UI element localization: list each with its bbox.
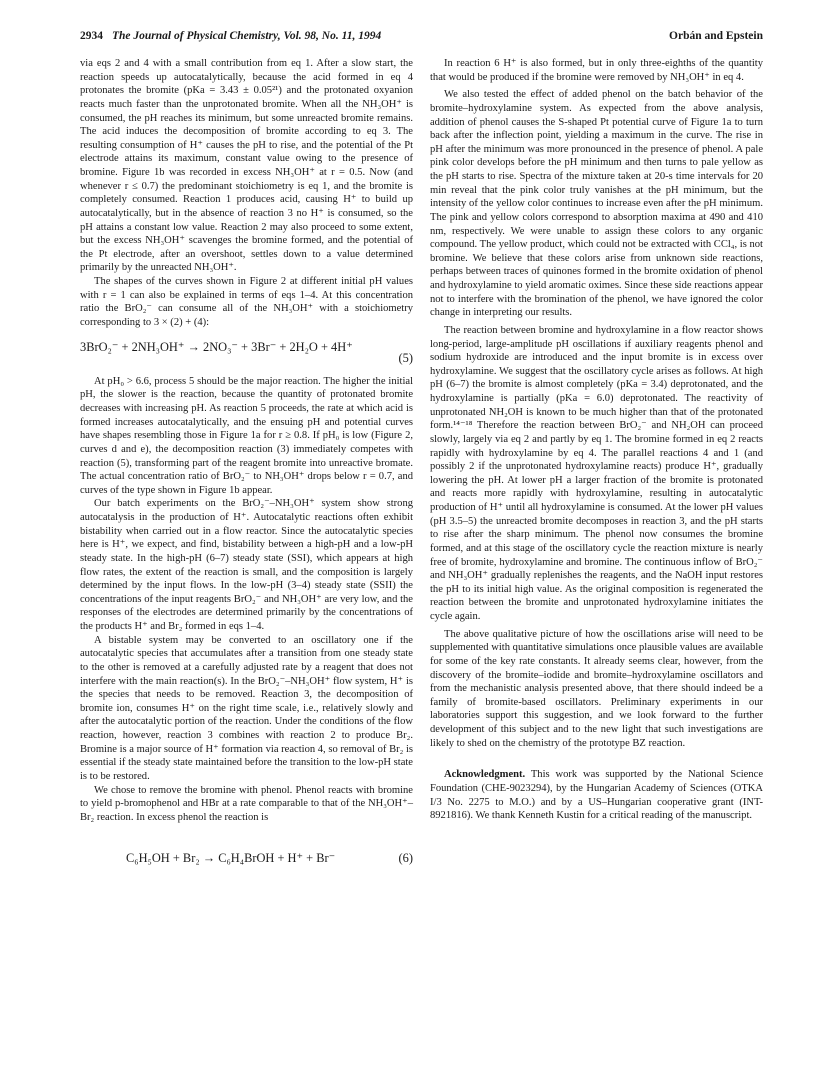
equation-text: 3BrO₂⁻ + 2NH₃OH⁺ → 2NO₃⁻ + 3Br⁻ + 2H₂O + 4H⁺ — [80, 339, 353, 354]
paragraph: At pH₀ > 6.6, process 5 should be the major reaction. The higher the initial pH, the slower is the reaction, because the quantity of protonated bromite decreases with increasing pH. As reaction 5 proceeds, the rate at which acid is formed increases autocatalytically, and the ensuing pH and potential curves have shapes resembling those in Figure 1a for r ≥ 0.8. If pH₀ is low (Figure 2, curves d and e), the decomposition reaction (3) immediately competes with reaction (5), transforming part of the reagent bromite into unreactive bromate. The actual concentration ratio of BrO₂⁻ to NH₃OH⁺ drops below r = 0.7, and curves of the type shown in Figure 1b appear. — [80, 375, 413, 496]
paragraph: The reaction between bromine and hydroxylamine in a flow reactor shows long-period, large-amplitude pH oscillations if auxiliary reagents phenol and sodium hydroxide are introduced and the input bromite is in excess over hydroxylamine. We suggest that the oscillatory cycle arises as follows. At high pH (6–7) the bromite is almost completely (pKa = 3.4) deprotonated, and the hydroxylamine is partially (pKa = 6.0) deprotonated. The reactivity of unprotonated NH₂OH is known to be much higher than that of the protonated form.¹⁴⁻¹⁸ Therefore the reaction between BrO₂⁻ and NH₂OH can proceed slowly, largely via eq 2 and partly by eq 1. The bromine formed in eq 2 reacts rapidly with hydroxylamine by eq 4. The parallel reactions 4 and 1 (and possibly 2 if the unprotonated hydroxylamine reacts) produce H⁺, gradually lowering the pH. At lower pH a larger fraction of the bromite is protonated and reacts more rapidly with hydroxylamine, resulting in autocatalytic production of H⁺ until all hydroxylamine is consumed. At the lower pH values (pH 3.5–5) the unreacted bromite decomposes in reaction 3, and the pH starts to rise after the sharp minimum. The phenol now consumes the bromine formed, and at this stage of the oscillatory cycle the reaction mixture is nearly free of bromite, hydroxylamine and bromine. The continuous inflow of BrO₂⁻ and NH₃OH⁺ gradually replenishes the reagents, and the NaOH input restores the pH to its initial high value. As the original composition is regenerated the reaction between the bromite and unprotonated hydroxylamine initiates the cycle again. — [430, 324, 763, 622]
page-number: 2934 — [80, 30, 103, 42]
left-column — [80, 57, 413, 876]
equation-5 — [80, 341, 413, 366]
paragraph: We chose to remove the bromine with phenol. Phenol reacts with bromine to yield p-bromophenol and HBr at a rate comparable to that of the NH₃OH⁺–Br₂ reaction. In excess phenol the reaction is — [80, 784, 413, 823]
right-column — [430, 57, 763, 823]
equation-6 — [80, 852, 413, 866]
equation-text: C₆H₅OH + Br₂ → C₆H₄BrOH + H⁺ + Br⁻ — [126, 851, 336, 866]
paragraph: The above qualitative picture of how the oscillations arise will need to be supplemented with quantitative simulations once plausible values are available for some of the key rate constants. It already seems clear, however, from the discovery of the bromite–iodide and bromite–hydroxylamine oscillators and from the mechanistic analysis presented above, that there should indeed be a family of bromite-based oscillators. Preliminary experiments in our laboratories support this suggestion, and we look forward to the further development of this subject and to the new light that such investigations are likely to shed on the chemistry of the prototype BZ reaction. — [430, 628, 763, 749]
paragraph: Our batch experiments on the BrO₂⁻–NH₃OH⁺ system show strong autocatalysis in the production of H⁺. Autocatalytic reactions often exhibit bistability when carried out in a flow reactor. Since the autocatalytic species here is H⁺, we expect, and find, bistability between a high-pH and a low-pH steady state. In the high-pH (6–7) steady state (SSI), which appears at high flow rates, the extent of the reaction is small, and the composition is largely determined by the input flows. In the low-pH (3–4) steady state (SSII) the concentrations of the input reagents BrO₂⁻ and NH₃OH⁺ are very low, and the responses of the electrodes are determined primarily by the concentrations of the products H⁺ and Br₂ formed in eqs 1–4. — [80, 498, 413, 632]
journal-citation: The Journal of Physical Chemistry, Vol. 98, No. 11, 1994 — [112, 30, 382, 42]
running-authors: Orbán and Epstein — [669, 30, 763, 42]
acknowledgment-text: This work was supported by the National Science Foundation (CHE-9023294), by the Hungarian Academy of Sciences (OTKA I/3 No. 2275 to M.O.) and by a US–Hungarian cooperative grant (INT-8921816). We thank Kenneth Kustin for a critical reading of the manuscript. — [430, 769, 763, 822]
paragraph: A bistable system may be converted to an oscillatory one if the autocatalytic species that accumulates after a transition from one steady state to the other is removed at a carefully adjusted rate by a reagent that does not interfere with the main reaction(s). In the BrO₂⁻–NH₃OH⁺ flow system, H⁺ is the species that needs to be removed. Reaction 3, the decomposition of bromite ion, consumes H⁺ on the right time scale, i.e., relatively slowly and after the autocatalytic portion of the reaction. Under the conditions of the flow reaction, however, reaction 3 combines with reaction 2 to produce Br₂. Bromine is a major source of H⁺ formation via reaction 4, so removal of Br₂ is essential if the steady state maintained before the transition to the low-pH state is to be restored. — [80, 634, 413, 782]
paragraph: In reaction 6 H⁺ is also formed, but in only three-eighths of the quantity that would be produced if the bromine were removed by NH₃OH⁺ in eq 4. — [430, 58, 763, 83]
paragraph: via eqs 2 and 4 with a small contribution from eq 1. After a slow start, the reaction speeds up autocatalytically, because the acid formed in eq 4 protonates the bromite (pKa = 3.43 ± 0.05²¹) and the protonated oxyanion reacts much faster than the unprotonated bromite. When all the NH₃OH⁺ is consumed, the pH reaches its minimum, but some unreacted bromite remains. The acid induces the decomposition of bromite according to eq 3. The resulting consumption of H⁺ causes the pH to rise, and the potential of the Pt electrode attains its maximum, constant value owing to the presence of bromine. Figure 1b was recorded in excess NH₃OH⁺ at r = 0.5. Now (and whenever r ≤ 0.7) the predominant stoichiometry is eq 1, and the bromite is completely consumed. Reaction 1 produces acid, causing H⁺ to build up autocatalytically, but in the absence of reaction 3 no H⁺ is consumed, so the pH attains a constant low value. Reaction 2 may also proceed to some extent, but the excess NH₃OH⁺ scavenges the bromine formed, and the potential of the Pt electrode, after an overshoot, settles down to a value determined primarily by the unreacted NH₃OH⁺. — [80, 58, 413, 274]
equation-number: (6) — [398, 851, 413, 866]
paragraph: The shapes of the curves shown in Figure 2 at different initial pH values with r = 1 can also be explained in terms of eqs 1–4. At this concentration ratio the BrO₂⁻ can consume all of the NH₃OH⁺ with a stoichiometry corresponding to 3 × (2) + (4): — [80, 276, 413, 328]
paragraph: We also tested the effect of added phenol on the batch behavior of the bromite–hydroxylamine system. As expected from the above analysis, addition of phenol causes the S-shaped Pt potential curve of Figure 1a to turn back after the inflection point, yielding a maximum in the curve. The rise in pH after the minimum was more pronounced in the presence of phenol. A pale pink color develops before the pH minimum and then turns to pale yellow as the pH starts to rise. Spectra of the mixture taken at 20-s time intervals for 20 min reveal that the pink color truly vanishes at the pH minimum, but the intensity of the yellow color continues to increase even after the pH minimum. The pink and yellow colors correspond to absorption maxima at 490 and 410 nm, respectively. We were unable to assign these colors to any organic compound. The yellow product, which could not be extracted with CCl₄, is not bromine. We believe that these colors arise from unknown side reactions, perhaps between traces of quinones formed in the bromite oxidation of phenol and hydroxylamine to yield aromatic oximes. Since these side reactions appear not to interfere with the bromination of the phenol, we have ignored the color change in interpreting our results. — [430, 89, 763, 319]
equation-number: (5) — [398, 351, 413, 366]
acknowledgment-title: Acknowledgment. — [444, 769, 526, 781]
acknowledgment — [430, 768, 763, 823]
running-header — [80, 30, 763, 46]
